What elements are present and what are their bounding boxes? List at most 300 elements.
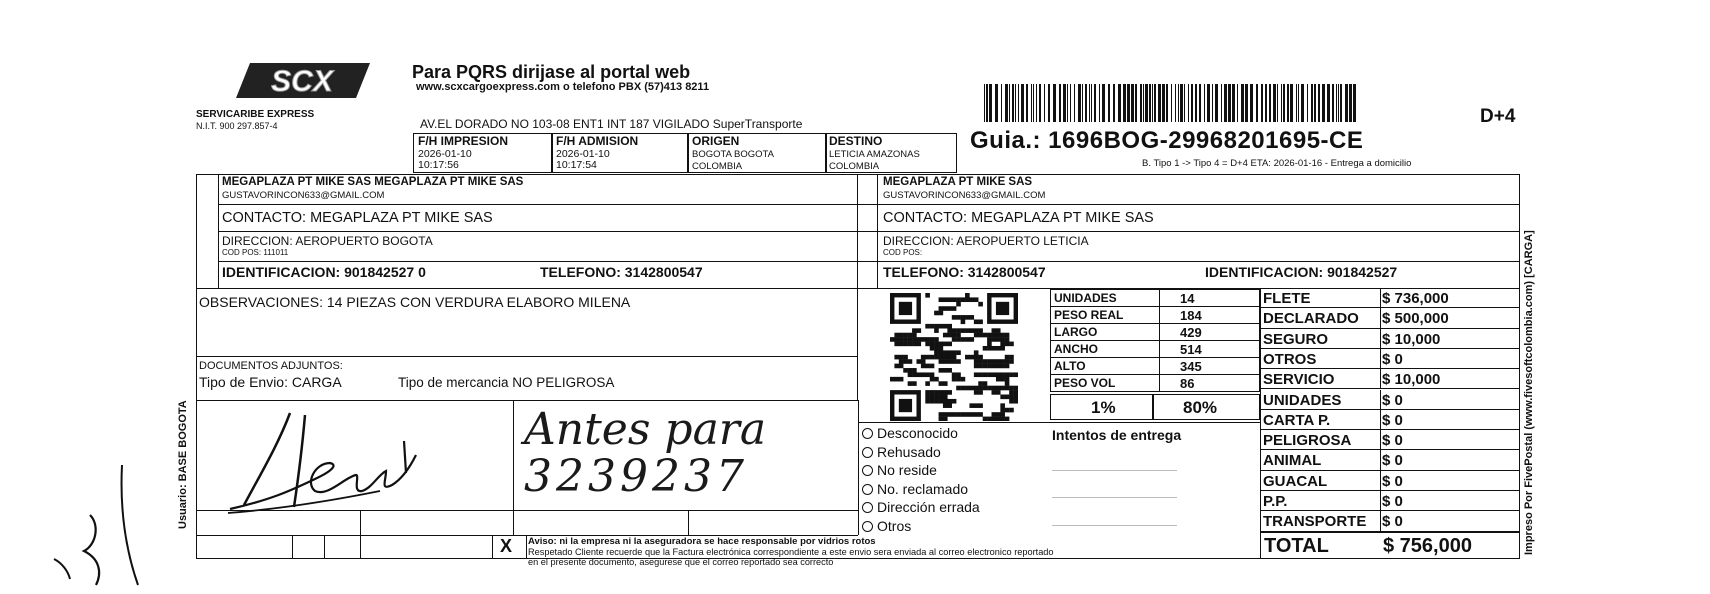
qr-module — [974, 412, 979, 417]
qr-module — [987, 346, 992, 351]
charge-label: TRANSPORTE — [1263, 513, 1367, 531]
delivery-option-label: Desconocido — [877, 425, 958, 441]
qr-module — [987, 359, 992, 364]
delivery-option-label: Rehusado — [877, 443, 941, 460]
barcode-bar — [1273, 84, 1276, 122]
barcode-bar — [1018, 84, 1019, 122]
barcode-bar — [1044, 84, 1045, 122]
qr-module — [939, 395, 944, 400]
qr-module — [983, 333, 988, 338]
barcode-bar — [1171, 84, 1172, 122]
delivery-option-label: No. reclamado — [877, 480, 969, 497]
qr-module — [925, 364, 930, 369]
barcode-bar — [1067, 84, 1068, 122]
delivery-option[interactable] — [862, 426, 958, 440]
qr-module — [934, 355, 939, 360]
qr-module — [947, 324, 952, 329]
qr-module — [930, 372, 935, 377]
qr-module — [908, 368, 913, 373]
qr-module — [956, 328, 961, 333]
qr-module — [947, 355, 952, 360]
qr-module — [925, 372, 930, 377]
qr-module — [992, 417, 997, 421]
barcode-bar — [1012, 84, 1014, 122]
qr-module — [974, 297, 979, 302]
destino-city: LETICIA AMAZONAS — [829, 149, 920, 160]
qr-module — [952, 359, 957, 364]
qr-module — [939, 417, 944, 421]
qr-module — [961, 377, 966, 382]
charge-value: $ 500,000 — [1382, 310, 1449, 328]
qr-module — [925, 337, 930, 342]
barcode-bar — [1318, 84, 1320, 122]
qr-module — [947, 306, 952, 311]
qr-module — [908, 359, 913, 364]
qr-module — [992, 359, 997, 364]
barcode-bar — [1039, 84, 1041, 122]
qr-module — [1009, 372, 1014, 377]
qr-module — [1000, 408, 1005, 413]
qr-module — [908, 333, 913, 338]
destino-box — [825, 133, 957, 173]
qr-module — [1005, 408, 1010, 413]
recipient-contact: CONTACTO: MEGAPLAZA PT MIKE SAS — [883, 210, 1154, 226]
company-address: AV.EL DORADO NO 103-08 ENT1 INT 187 VIGILADO SuperTransporte — [420, 117, 803, 131]
barcode-bar — [986, 84, 988, 122]
radio-circle-icon[interactable] — [862, 428, 873, 439]
recipient-id: IDENTIFICACION: 901842527 — [1205, 264, 1398, 280]
charges-table — [1260, 288, 1520, 532]
qr-module — [974, 372, 979, 377]
barcode-bar — [1009, 84, 1010, 122]
qr-module — [978, 386, 983, 391]
qr-module — [903, 368, 908, 373]
recipient-postal: COD POS: — [883, 248, 923, 257]
company-logo — [224, 60, 374, 100]
qr-module — [969, 403, 974, 408]
barcode-bar — [1131, 84, 1134, 122]
charge-row — [1260, 471, 1520, 491]
qr-module — [974, 359, 979, 364]
barcode-bar — [1327, 84, 1330, 122]
qr-module — [952, 297, 957, 302]
recipient-address: DIRECCION: AEROPUERTO LETICIA — [883, 234, 1089, 248]
qr-module — [1009, 408, 1014, 413]
qr-module — [939, 412, 944, 417]
guia-number: Guia.: 1696BOG-29968201695-CE — [970, 127, 1364, 154]
charge-row — [1260, 430, 1520, 450]
company-name: SERVICARIBE EXPRESS — [196, 109, 315, 120]
qr-module — [947, 333, 952, 338]
qr-module — [899, 355, 904, 360]
qr-module — [965, 412, 970, 417]
charge-label: GUACAL — [1263, 472, 1328, 490]
qr-module — [952, 333, 957, 338]
barcode-bar — [1250, 84, 1253, 122]
qr-module — [947, 403, 952, 408]
qr-module — [969, 412, 974, 417]
admision-time: 10:17:54 — [556, 159, 597, 171]
barcode-bar — [1215, 84, 1218, 122]
charge-label: FLETE — [1263, 290, 1311, 307]
side-print: Impreso Por FivePostal (www.fivesoftcolombia.com) [CARGA] — [1523, 230, 1535, 555]
qr-module — [912, 381, 917, 386]
charge-label: SEGURO — [1263, 330, 1329, 348]
qr-module — [974, 386, 979, 391]
barcode-bar — [1212, 84, 1213, 122]
barcode-bar — [1296, 84, 1297, 122]
barcode-bar — [1191, 84, 1193, 122]
qr-module — [939, 342, 944, 347]
delivery-option-label: Otros — [877, 517, 912, 534]
qr-module — [934, 395, 939, 400]
qr-module — [1000, 417, 1005, 421]
qr-module — [908, 337, 913, 342]
qr-module — [974, 319, 979, 324]
barcode-bar — [1158, 84, 1161, 122]
qr-module — [969, 315, 974, 320]
barcode-bar — [1127, 84, 1130, 122]
qr-module — [934, 337, 939, 342]
qr-module — [965, 328, 970, 333]
qr-module — [952, 306, 957, 311]
impresion-time: 10:17:56 — [418, 159, 459, 171]
barcode-bar — [1143, 84, 1144, 122]
qr-module — [992, 364, 997, 369]
qr-module — [943, 399, 948, 404]
recipient-phone: TELEFONO: 3142800547 — [883, 264, 1046, 280]
qr-module — [925, 324, 930, 329]
delivery-option[interactable] — [862, 500, 980, 514]
measurement-value: 86 — [1159, 374, 1260, 392]
qr-module — [890, 377, 895, 382]
qr-module — [956, 302, 961, 307]
qr-module — [939, 390, 944, 395]
barcode-bar — [1154, 84, 1156, 122]
barcode-bar — [1162, 84, 1165, 122]
barcode-bar — [1078, 84, 1081, 122]
qr-module — [992, 390, 997, 395]
qr-module — [912, 342, 917, 347]
qr-module — [947, 368, 952, 373]
charge-label: UNIDADES — [1263, 391, 1342, 409]
qr-module — [912, 368, 917, 373]
documents-label: DOCUMENTOS ADJUNTOS: — [199, 360, 343, 372]
qr-module — [1009, 399, 1014, 404]
qr-module — [969, 297, 974, 302]
charge-value: $ 736,000 — [1382, 290, 1449, 307]
radio-circle-icon[interactable] — [862, 484, 873, 495]
admision-date: 2026-01-10 — [556, 148, 610, 160]
qr-module — [934, 324, 939, 329]
total-label: TOTAL — [1264, 535, 1329, 557]
qr-module — [965, 386, 970, 391]
qr-module — [939, 306, 944, 311]
sender-address: DIRECCION: AEROPUERTO BOGOTA — [222, 234, 433, 248]
qr-module — [952, 350, 957, 355]
charge-value: $ 0 — [1382, 391, 1403, 409]
qr-module — [992, 328, 997, 333]
delivery-option[interactable] — [862, 482, 968, 496]
barcode-bar — [1241, 84, 1244, 122]
sender-phone: TELEFONO: 3142800547 — [540, 264, 703, 280]
destino-label: DESTINO — [829, 134, 883, 148]
qr-module — [987, 342, 992, 347]
qr-module — [930, 364, 935, 369]
qr-module — [921, 372, 926, 377]
handwritten-note-1: Antes para — [524, 404, 767, 455]
qr-module — [961, 319, 966, 324]
qr-module — [930, 395, 935, 400]
barcode-bar — [1311, 84, 1313, 122]
qr-module — [987, 333, 992, 338]
qr-module — [947, 342, 952, 347]
charge-row — [1260, 329, 1520, 349]
qr-module — [1000, 412, 1005, 417]
barcode-bar — [1265, 84, 1267, 122]
qr-module — [956, 333, 961, 338]
qr-module — [996, 328, 1001, 333]
barcode-bar — [1074, 84, 1075, 122]
qr-module — [939, 399, 944, 404]
qr-module — [983, 359, 988, 364]
qr-module — [974, 403, 979, 408]
qr-finder — [899, 399, 912, 412]
qr-module — [983, 364, 988, 369]
charge-row — [1260, 308, 1520, 328]
qr-module — [974, 328, 979, 333]
qr-module — [939, 359, 944, 364]
qr-module — [943, 350, 948, 355]
qr-module — [939, 311, 944, 316]
qr-module — [947, 390, 952, 395]
barcode-bar — [1301, 84, 1304, 122]
barcode-bar — [1256, 84, 1258, 122]
qr-module — [974, 355, 979, 360]
barcode-bar — [1070, 84, 1071, 122]
margin-scribble — [40, 455, 150, 589]
qr-module — [1009, 355, 1014, 360]
qr-module — [943, 297, 948, 302]
qr-module — [939, 324, 944, 329]
qr-module — [992, 346, 997, 351]
signature — [220, 405, 440, 515]
qr-module — [1005, 355, 1010, 360]
qr-module — [921, 359, 926, 364]
measurement-value: 514 — [1159, 340, 1260, 358]
logo-text: SCX — [271, 65, 333, 98]
qr-module — [912, 337, 917, 342]
barcode-bar — [1113, 84, 1115, 122]
charge-label: ANIMAL — [1263, 452, 1322, 470]
qr-module — [930, 399, 935, 404]
qr-module — [974, 364, 979, 369]
barcode-bar — [1261, 84, 1263, 122]
barcode-bar — [995, 84, 998, 122]
barcode-bar — [1345, 84, 1348, 122]
qr-module — [947, 350, 952, 355]
observations: OBSERVACIONES: 14 PIEZAS CON VERDURA ELABORO MILENA — [199, 294, 631, 310]
sender-email: GUSTAVORINCON633@GMAIL.COM — [222, 190, 385, 201]
qr-module — [934, 328, 939, 333]
qr-module — [956, 377, 961, 382]
qr-module — [916, 337, 921, 342]
barcode-bar — [1245, 84, 1248, 122]
qr-module — [930, 337, 935, 342]
qr-module — [992, 412, 997, 417]
radio-circle-icon[interactable] — [862, 502, 873, 513]
barcode-bar — [1091, 84, 1092, 122]
notice-2: Respetado Cliente recuerde que la Factura electrónica correspondiente a este envio sera enviada al correo electronico reportado — [528, 547, 1054, 557]
barcode-bar — [1277, 84, 1278, 122]
qr-module — [925, 381, 930, 386]
charge-value: $ 0 — [1382, 472, 1403, 490]
qr-module — [1009, 395, 1014, 400]
impresion-box — [413, 133, 553, 173]
origen-label: ORIGEN — [692, 134, 740, 148]
charge-label: DECLARADO — [1263, 310, 1359, 328]
qr-module — [1000, 333, 1005, 338]
qr-module — [952, 328, 957, 333]
barcode-bar — [1152, 84, 1153, 122]
qr-module — [987, 372, 992, 377]
qr-module — [925, 390, 930, 395]
qr-module — [939, 350, 944, 355]
qr-module — [903, 355, 908, 360]
qr-module — [952, 355, 957, 360]
barcode-bar — [1180, 84, 1183, 122]
qr-module — [947, 359, 952, 364]
radio-circle-icon[interactable] — [862, 465, 873, 476]
charge-row — [1260, 349, 1520, 369]
qr-module — [1000, 372, 1005, 377]
measurement-value: 429 — [1159, 323, 1260, 341]
delivery-options — [862, 426, 1042, 538]
barcode — [984, 84, 1360, 122]
qr-module — [996, 377, 1001, 382]
barcode-bar — [1082, 84, 1083, 122]
qr-module — [961, 412, 966, 417]
qr-module — [1000, 342, 1005, 347]
qr-module — [921, 337, 926, 342]
delivery-option[interactable] — [862, 463, 937, 477]
measurement-value: 345 — [1159, 357, 1260, 375]
qr-module — [930, 324, 935, 329]
qr-module — [1014, 390, 1018, 395]
qr-module — [1005, 395, 1010, 400]
qr-module — [1000, 337, 1005, 342]
qr-finder — [996, 302, 1009, 315]
qr-module — [1005, 333, 1010, 338]
qr-module — [925, 395, 930, 400]
qr-module — [908, 372, 913, 377]
measurement-label: PESO REAL — [1050, 306, 1160, 324]
total-value: $ 756,000 — [1383, 535, 1472, 557]
barcode-bar — [1221, 84, 1222, 122]
measurement-value: 184 — [1159, 306, 1260, 324]
qr-module — [1005, 364, 1010, 369]
qr-module — [943, 417, 948, 421]
delivery-option[interactable] — [862, 445, 941, 459]
qr-module — [956, 350, 961, 355]
barcode-bar — [1102, 84, 1105, 122]
qr-module — [1009, 359, 1014, 364]
barcode-bar — [1118, 84, 1121, 122]
qr-module — [1009, 386, 1014, 391]
sender-postal: COD POS: 111011 — [222, 248, 289, 257]
qr-module — [925, 399, 930, 404]
qr-module — [912, 372, 917, 377]
notice-1: Aviso: ni la empresa ni la aseguradora se hace responsable por vidrios rotos — [528, 536, 876, 547]
qr-module — [903, 333, 908, 338]
qr-module — [943, 390, 948, 395]
qr-module — [983, 386, 988, 391]
qr-module — [934, 346, 939, 351]
qr-module — [1009, 390, 1014, 395]
qr-module — [992, 333, 997, 338]
qr-module — [908, 342, 913, 347]
qr-module — [1000, 395, 1005, 400]
qr-module — [894, 333, 899, 338]
qr-module — [987, 364, 992, 369]
qr-module — [996, 364, 1001, 369]
barcode-bar — [1175, 84, 1176, 122]
barcode-bar — [1204, 84, 1205, 122]
total-row — [1260, 532, 1520, 559]
qr-module — [992, 337, 997, 342]
radio-circle-icon[interactable] — [862, 447, 873, 458]
qr-module — [987, 337, 992, 342]
qr-module — [1000, 359, 1005, 364]
qr-module — [1014, 386, 1018, 391]
merchandise-type: Tipo de mercancia NO PELIGROSA — [398, 375, 615, 390]
charge-row — [1260, 390, 1520, 410]
qr-module — [934, 377, 939, 382]
measurement-label: ALTO — [1050, 357, 1160, 375]
qr-module — [956, 372, 961, 377]
barcode-bar — [1336, 84, 1337, 122]
qr-module — [1005, 417, 1010, 421]
qr-module — [894, 364, 899, 369]
qr-module — [903, 342, 908, 347]
qr-module — [961, 297, 966, 302]
origen-country: COLOMBIA — [692, 161, 743, 172]
qr-module — [952, 372, 957, 377]
qr-module — [978, 319, 983, 324]
qr-module — [996, 390, 1001, 395]
qr-module — [1005, 386, 1010, 391]
qr-module — [894, 342, 899, 347]
qr-module — [943, 355, 948, 360]
qr-module — [894, 377, 899, 382]
qr-module — [978, 302, 983, 307]
qr-module — [983, 381, 988, 386]
delivery-option[interactable] — [862, 519, 911, 533]
charge-label: CARTA P. — [1263, 411, 1331, 429]
barcode-bar — [1340, 84, 1342, 122]
qr-module — [930, 355, 935, 360]
handwritten-note-2: 3239237 — [524, 451, 748, 502]
radio-circle-icon[interactable] — [862, 521, 873, 532]
destino-country: COLOMBIA — [829, 161, 880, 172]
qr-module — [1005, 337, 1010, 342]
barcode-bar — [1338, 84, 1339, 122]
qr-module — [996, 337, 1001, 342]
barcode-bar — [1099, 84, 1100, 122]
qr-module — [956, 337, 961, 342]
qr-module — [1005, 342, 1010, 347]
barcode-bar — [1053, 84, 1056, 122]
